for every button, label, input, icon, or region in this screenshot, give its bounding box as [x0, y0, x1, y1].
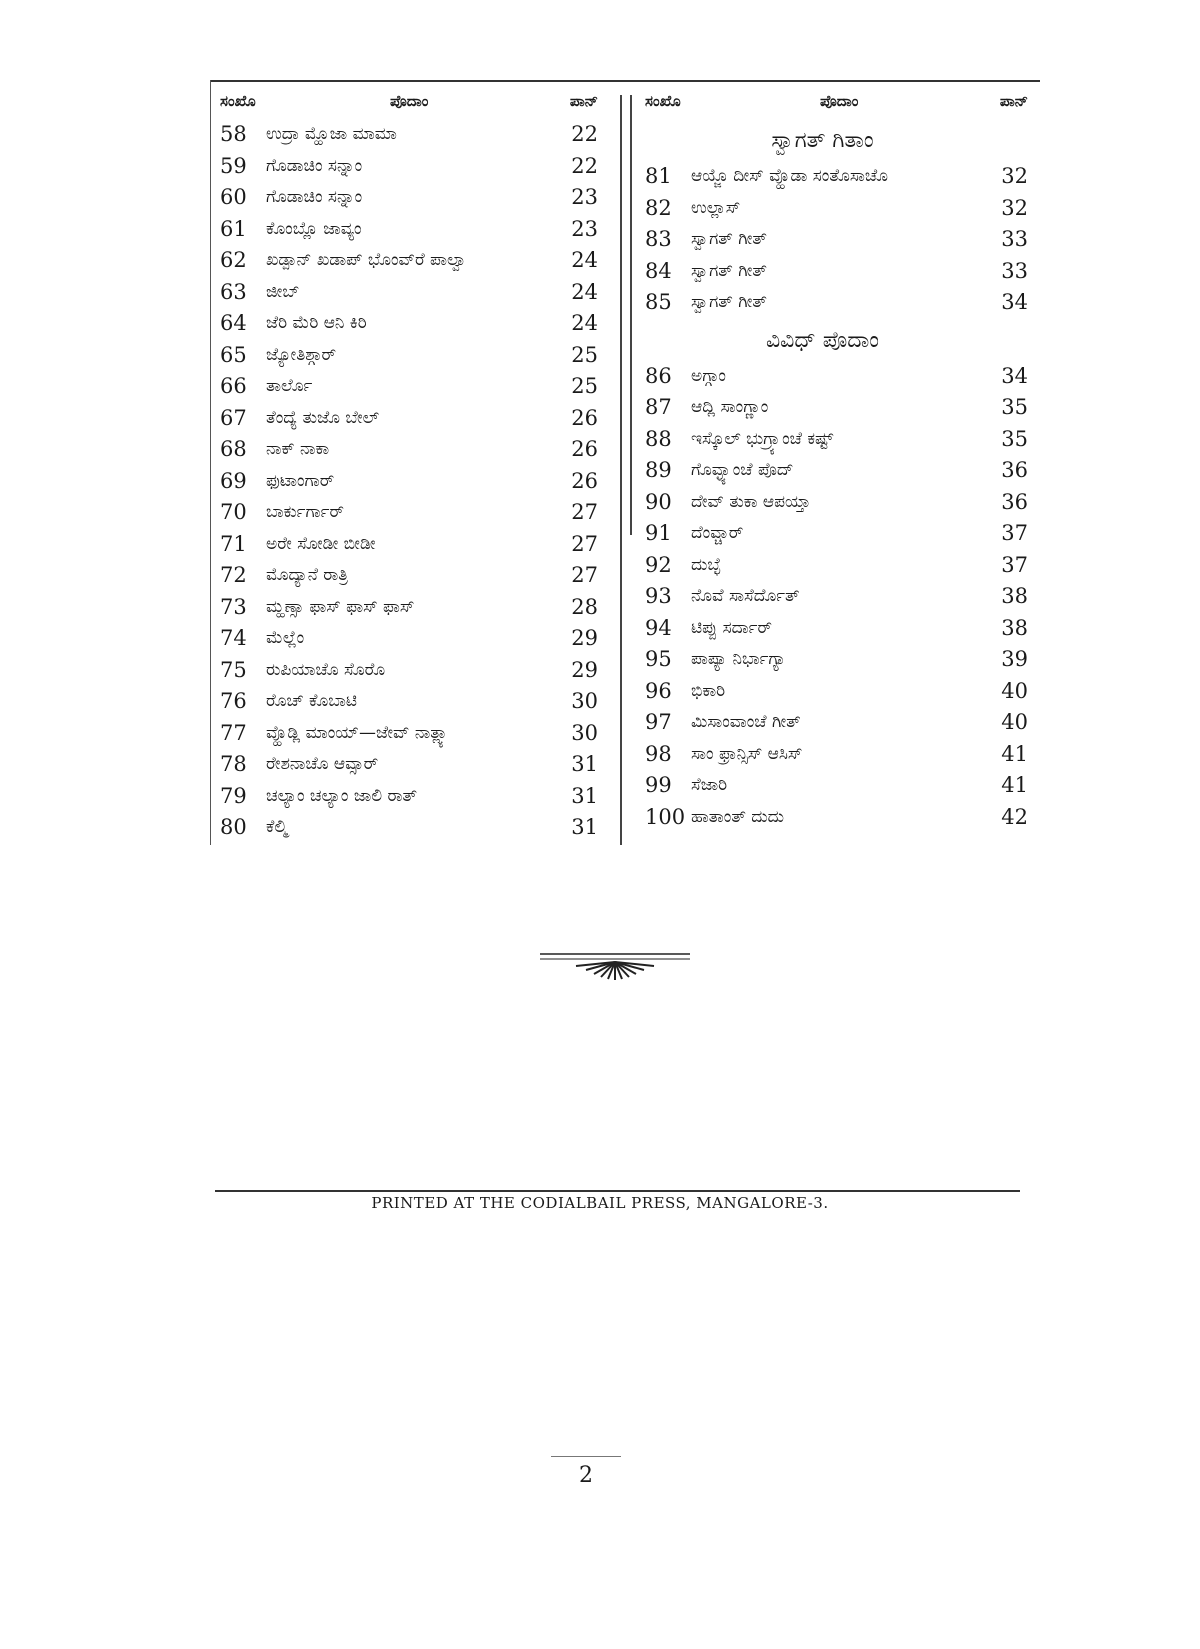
printer-imprint: PRINTED AT THE CODIALBAIL PRESS, MANGALORE-3. [371, 1194, 829, 1212]
section-heading-text: ವಿವಿಧ್ ಪೊದಾಂ [765, 327, 879, 353]
entry-number: 82 [645, 195, 672, 220]
entry-number: 84 [645, 258, 672, 283]
entry-page: 23 [571, 185, 598, 209]
entry-title: ಮೆಲ್ಲೆಂ [266, 628, 305, 648]
toc-left-list [220, 118, 610, 843]
toc-entry [645, 454, 1040, 486]
entry-title: ಉಲ್ಲಾಸ್ [691, 197, 741, 218]
entry-title: ವ್ಹೊಡ್ಲಿ ಮಾಂಯ್—ಜೇವ್ ನಾತ್ಲ್ಯಾ [266, 722, 451, 743]
toc-entry [645, 223, 1040, 255]
entry-title: ಮ್ಹಣ್ಸಾ ಫಾಸ್ ಫಾಸ್ ಫಾಸ್ [266, 596, 415, 617]
entry-number: 65 [220, 342, 247, 367]
entry-title: ಗೊಡಾಚಿಂ ಸನ್ನಾಂ [266, 155, 363, 176]
entry-title: ಭಿಕಾರಿ [691, 680, 726, 701]
entry-title: ಜೆರಿ ಮೆರಿ ಆನಿ ಕಿರಿ [266, 313, 367, 333]
toc-right-list [645, 118, 1040, 832]
entry-title: ಗೊವ್ಳ್ಯಾಂಚೆ ಪೊದ್ [691, 460, 794, 480]
column-divider-inner [630, 95, 632, 535]
entry-number: 70 [220, 500, 247, 524]
toc-entry [220, 528, 610, 560]
entry-number: 74 [220, 626, 247, 650]
entry-page: 27 [571, 531, 598, 556]
entry-title: ದುಬ್ಳೆ [691, 554, 721, 575]
entry-title: ರುಪಿಯಾಚೊ ಸೊರೊ [266, 659, 386, 680]
table-left-rule [210, 80, 211, 845]
section-heading [645, 318, 1040, 360]
entry-title: ಉದ್ರಾ ಮ್ಹೊಜಾ ಮಾಮಾ [266, 124, 397, 144]
entry-title: ಮೊದ್ಯಾನೆ ರಾತ್ರಿ [266, 565, 349, 585]
entry-number: 67 [220, 405, 247, 430]
entry-page: 33 [1001, 227, 1028, 251]
entry-number: 88 [645, 426, 672, 451]
entry-number: 68 [220, 437, 247, 461]
entry-page: 29 [571, 657, 598, 682]
entry-title: ಅರೇ ಸೋಡೀ ಬೀಡೀ [266, 533, 376, 554]
entry-title: ದೆಂವ್ಚಾರ್ [691, 523, 744, 543]
entry-page: 29 [571, 626, 598, 650]
entry-number: 62 [220, 248, 247, 272]
entry-page: 38 [1001, 584, 1028, 608]
page-column-header: ಪಾನ್ [999, 92, 1028, 110]
table-top-rule [210, 80, 1040, 82]
entry-page: 22 [571, 153, 598, 178]
entry-page: 35 [1001, 426, 1028, 451]
page-number-rule [551, 1456, 621, 1457]
entry-number: 60 [220, 185, 247, 209]
entry-page: 38 [1001, 615, 1028, 640]
number-column-header: ಸಂಖೊ [645, 92, 681, 110]
entry-number: 96 [645, 678, 672, 703]
entry-page: 23 [571, 216, 598, 241]
toc-entry [220, 213, 610, 245]
toc-entry [220, 717, 610, 749]
entry-page: 42 [1001, 804, 1028, 829]
entry-title: ಕೊಂಬ್ಲೊ ಜಾವ್ಯಂ [266, 218, 362, 239]
entry-number: 64 [220, 311, 247, 335]
entry-title: ಸ್ವಾಗತ್ ಗೀತ್ [691, 292, 767, 312]
toc-entry [220, 118, 610, 150]
entry-number: 59 [220, 153, 247, 178]
entry-title: ಆಯ್ಜೊ ದೀಸ್ ವ್ಹೊಡಾ ಸಂತೊಸಾಚೊ [691, 166, 889, 186]
toc-entry [220, 685, 610, 717]
entry-number: 81 [645, 164, 672, 188]
entry-page: 27 [571, 563, 598, 587]
toc-entry [220, 402, 610, 434]
entry-page: 28 [571, 594, 598, 619]
entry-page: 40 [1001, 678, 1028, 703]
toc-entry [220, 622, 610, 654]
toc-header-left [220, 88, 610, 118]
entry-number: 75 [220, 657, 247, 682]
entry-number: 78 [220, 752, 247, 776]
entry-number: 89 [645, 458, 672, 482]
toc-entry [645, 286, 1040, 318]
entry-title: ಫುಟಾಂಗಾರ್ [266, 470, 335, 491]
entry-page: 40 [1001, 710, 1028, 734]
entry-number: 61 [220, 216, 247, 241]
entry-title: ಸ್ವಾಗತ್ ಗೀತ್ [691, 260, 767, 281]
toc-entry [645, 738, 1040, 770]
entry-page: 37 [1001, 552, 1028, 577]
entry-number: 87 [645, 395, 672, 419]
entry-number: 79 [220, 783, 247, 808]
entry-page: 24 [571, 311, 598, 335]
entry-page: 41 [1001, 741, 1028, 766]
toc-entry [645, 192, 1040, 224]
entry-page: 30 [571, 689, 598, 713]
entry-title: ರೊಚ್ ಕೊಬಾಟಿ [266, 691, 357, 711]
entry-title: ಮಿಸಾಂವಾಂಚೆ ಗೀತ್ [691, 712, 801, 732]
entry-number: 93 [645, 584, 672, 608]
entry-title: ರೇಶನಾಚೊ ಆವ್ಸಾರ್ [266, 754, 379, 774]
number-column-header: ಸಂಖೊ [220, 92, 256, 110]
entry-number: 91 [645, 521, 672, 545]
entry-title: ಪಾಪ್ಯಾ ನಿರ್ಭಾಗ್ಯಾ [691, 649, 786, 669]
entry-number: 94 [645, 615, 672, 640]
entry-number: 63 [220, 279, 247, 304]
entry-page: 39 [1001, 647, 1028, 671]
toc-entry [220, 748, 610, 780]
entry-number: 98 [645, 741, 672, 766]
toc-entry [220, 465, 610, 497]
entry-page: 35 [1001, 395, 1028, 419]
entry-page: 25 [571, 342, 598, 367]
entry-number: 92 [645, 552, 672, 577]
entry-number: 73 [220, 594, 247, 619]
entry-number: 71 [220, 531, 247, 556]
entry-title: ದೇವ್ ತುಕಾ ಆಪಯ್ತಾ [691, 491, 811, 512]
toc-entry [220, 496, 610, 528]
entry-number: 85 [645, 290, 672, 314]
title-column-header: ಪೊದಾಂ [390, 92, 429, 110]
toc-entry [645, 255, 1040, 287]
entry-title: ಸ್ವಾಗತ್ ಗೀತ್ [691, 229, 767, 249]
entry-title: ಗೊಡಾಚಿಂ ಸನ್ನಾಂ [266, 187, 363, 207]
page-number: 2 [579, 1463, 593, 1488]
toc-entry [645, 769, 1040, 801]
entry-page: 24 [571, 248, 598, 272]
entry-title: ಬಾರ್ಕುರ್ಗಾರ್ [266, 502, 344, 522]
toc-entry [645, 423, 1040, 455]
toc-entry [220, 370, 610, 402]
toc-entry [645, 517, 1040, 549]
toc-entry [220, 181, 610, 213]
entry-number: 90 [645, 489, 672, 514]
toc-entry [220, 780, 610, 812]
entry-title: ತಾರ್ಲೊ [266, 376, 313, 396]
toc-header-right [645, 88, 1040, 118]
entry-title: ಸೆಜಾರಿ [691, 775, 728, 795]
entry-title: ಚಲ್ಯಾಂ ಚಲ್ಯಾಂ ಜಾಲಿ ರಾತ್ [266, 785, 417, 806]
entry-page: 26 [571, 468, 598, 493]
entry-page: 36 [1001, 458, 1028, 482]
toc-entry [220, 244, 610, 276]
section-heading [645, 118, 1040, 160]
toc-entry [220, 654, 610, 686]
entry-page: 33 [1001, 258, 1028, 283]
toc-entry [645, 486, 1040, 518]
footer-rule [215, 1190, 1020, 1192]
toc-right-column [645, 88, 1040, 832]
toc-entry [645, 360, 1040, 392]
entry-number: 76 [220, 689, 247, 713]
entry-number: 58 [220, 122, 247, 146]
toc-entry [220, 811, 610, 843]
toc-entry [645, 612, 1040, 644]
section-heading-text: ಸ್ವಾಗತ್ ಗಿತಾಂ [771, 128, 874, 153]
entry-title: ಜೀಬ್ [266, 281, 300, 302]
entry-number: 66 [220, 374, 247, 398]
entry-page: 34 [1001, 363, 1028, 388]
entry-number: 69 [220, 468, 247, 493]
entry-page: 32 [1001, 164, 1028, 188]
entry-title: ಇಸ್ಕೊಲ್ ಭುಗ್ರ್ಯಾಂಚೆ ಕಷ್ಟ್ [691, 428, 834, 449]
entry-title: ಸಾಂ ಫ್ರಾನ್ಸಿಸ್ ಆಸಿಸ್ [691, 743, 803, 764]
entry-page: 30 [571, 720, 598, 745]
entry-page: 31 [571, 752, 598, 776]
entry-page: 27 [571, 500, 598, 524]
entry-page: 41 [1001, 773, 1028, 797]
entry-page: 34 [1001, 290, 1028, 314]
entry-title: ಖಡ್ಪಾನ್ ಖಡಾಪ್ ಭೊಂವ್‌ರೆ ಪಾಲ್ವಾ [266, 250, 468, 270]
decorative-ornament-icon [540, 952, 690, 982]
entry-number: 86 [645, 363, 672, 388]
entry-title: ನೊವೆ ಸಾಸೆರ್ದೊತ್ [691, 586, 800, 606]
page-column-header: ಪಾನ್ [569, 92, 598, 110]
toc-entry [220, 150, 610, 182]
entry-number: 100 [645, 804, 686, 829]
toc-entry [220, 559, 610, 591]
toc-entry [645, 643, 1040, 675]
entry-title: ಕೆಲ್ಮಿ [266, 817, 288, 837]
entry-page: 31 [571, 815, 598, 839]
entry-title: ತೆಂದ್ಯೆ ತುಜೊ ಬೇಲ್ [266, 407, 380, 428]
column-divider [620, 95, 622, 845]
toc-entry [645, 706, 1040, 738]
toc-entry [645, 580, 1040, 612]
entry-number: 95 [645, 647, 672, 671]
entry-number: 77 [220, 720, 247, 745]
entry-title: ಆದ್ಲಿ ಸಾಂಗ್ಣಾಂ [691, 397, 769, 417]
toc-entry [220, 591, 610, 623]
entry-number: 97 [645, 710, 672, 734]
entry-number: 72 [220, 563, 247, 587]
toc-entry [645, 160, 1040, 192]
entry-number: 80 [220, 815, 247, 839]
entry-page: 36 [1001, 489, 1028, 514]
entry-page: 26 [571, 405, 598, 430]
toc-entry [220, 276, 610, 308]
entry-page: 26 [571, 437, 598, 461]
toc-entry [645, 801, 1040, 833]
toc-entry [220, 307, 610, 339]
entry-page: 22 [571, 122, 598, 146]
entry-page: 25 [571, 374, 598, 398]
entry-page: 24 [571, 279, 598, 304]
entry-title: ಹಾತಾಂತ್ ದುದು [691, 806, 785, 827]
entry-title: ನಾಕ್ ನಾಕಾ [266, 439, 330, 459]
entry-number: 83 [645, 227, 672, 251]
title-column-header: ಪೊದಾಂ [820, 92, 859, 110]
toc-entry [645, 391, 1040, 423]
entry-page: 32 [1001, 195, 1028, 220]
entry-page: 31 [571, 783, 598, 808]
toc-entry [220, 339, 610, 371]
toc-entry [220, 433, 610, 465]
toc-entry [645, 675, 1040, 707]
toc-entry [645, 549, 1040, 581]
entry-title: ಟಿಪ್ಪು ಸರ್ದಾರ್ [691, 617, 772, 638]
entry-title: ಜ್ಯೋತಿಶ್ಗಾರ್ [266, 344, 336, 365]
toc-left-column [220, 88, 610, 843]
entry-number: 99 [645, 773, 672, 797]
entry-title: ಅಗ್ಗಾಂ [691, 365, 726, 386]
entry-page: 37 [1001, 521, 1028, 545]
